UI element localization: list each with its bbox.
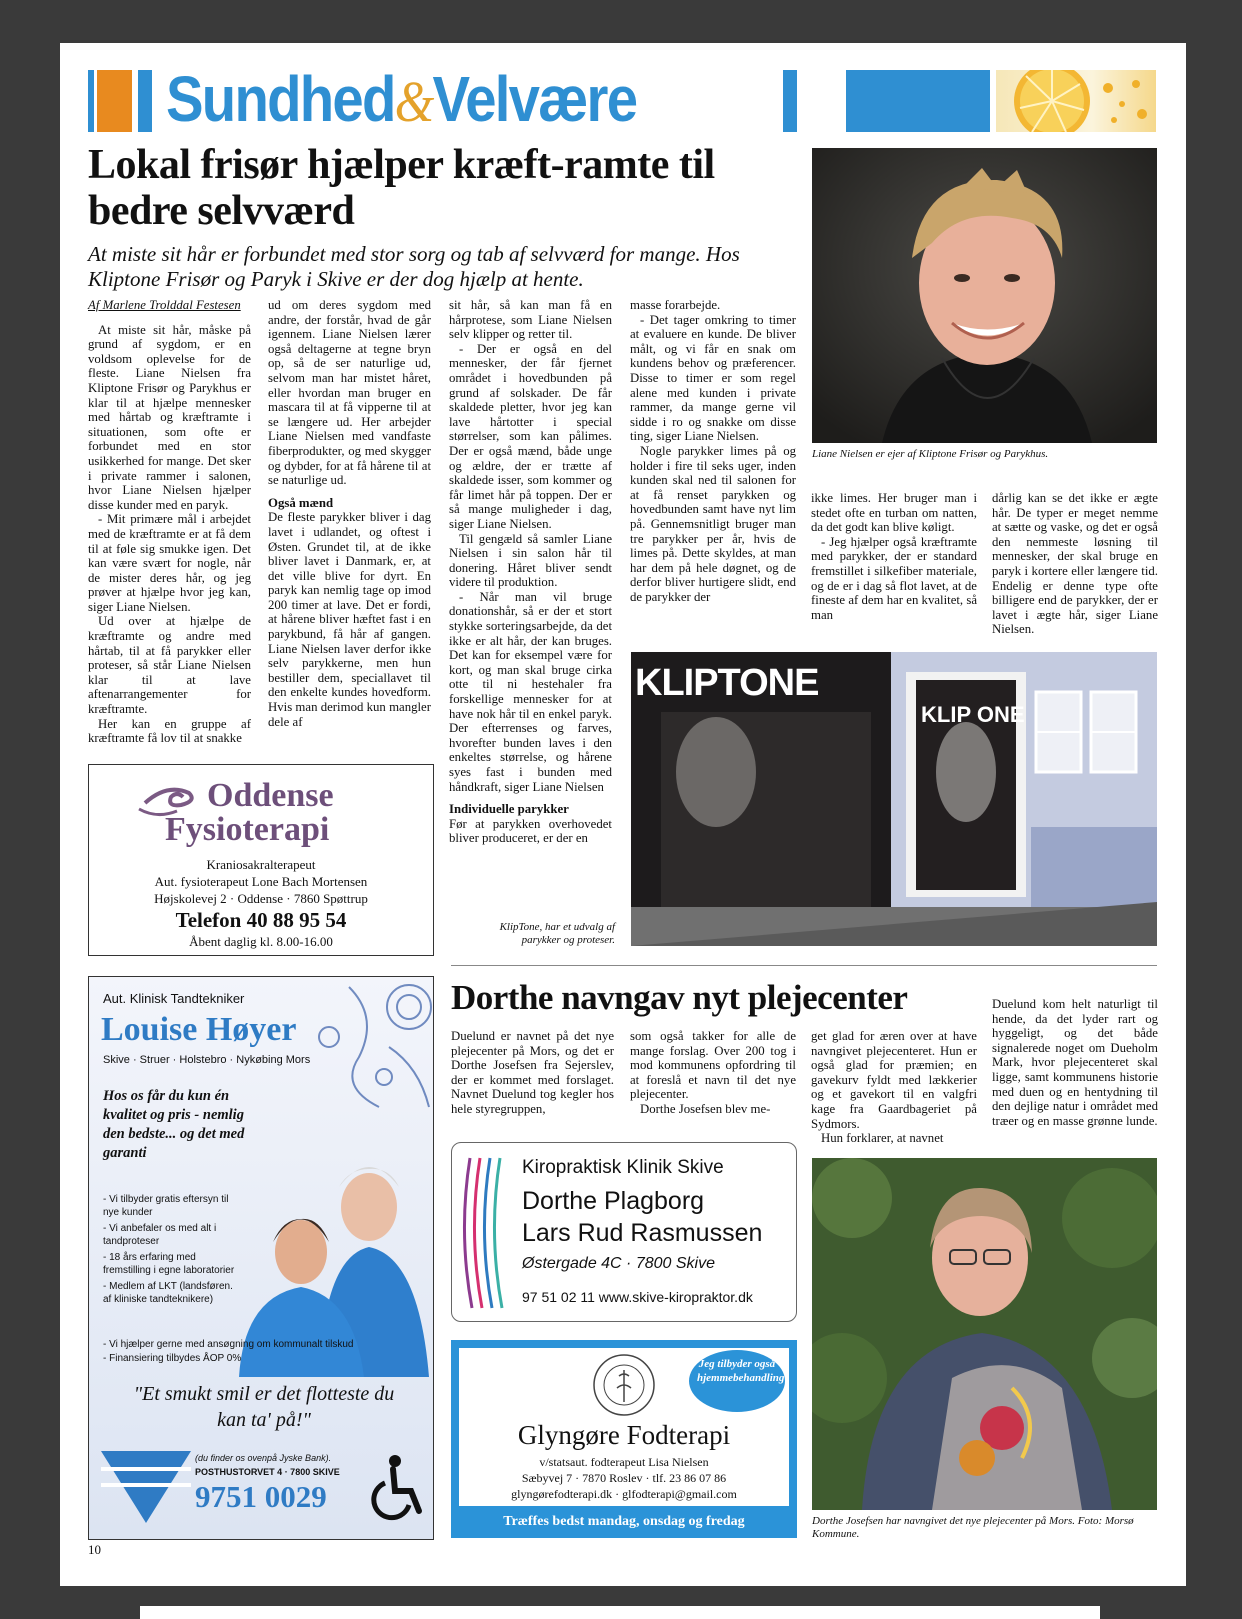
spine-logo-icon [462, 1153, 510, 1313]
article-deck: At miste sit hår er forbundet med stor sorg og tab af selvværd for mange. Hos Kliptone Frisør og Paryk i Skive er der dog hjælp at hente. [88, 242, 740, 291]
article2-headline: Dorthe navngav nyt plejecenter [451, 978, 908, 1017]
ad-phone: Telefon 40 88 95 54 [175, 908, 347, 932]
next-page-edge [140, 1606, 1100, 1619]
ad-text: glyngørefodterapi.dk · glfodterapi@gmail.com [511, 1487, 737, 1501]
paragraph: Til gengæld så samler Liane Nielsen i sin salon hår til donering. Håret bliver sendt videre til produktion. [449, 531, 612, 590]
header-orange-block [97, 70, 132, 132]
paragraph: De fleste parykker bliver i dag lavet i udlandet, og oftest i Østen. Grundet til, at de ikke bliver lavet i Danmark, er, at det ville blive for dyrt. En paryk kan nemlig tage op imod 200 timer at lave. Det er fordi, at hårene bliver hæftet fast i en parykbund, få hår af gangen. Liane Nielsen laver derfor ikke selv parykkerne, men hun bestiller dem, speciallavet til den enkelte kundes hovedform. Hvis man derimod kun mangler dele af [268, 510, 431, 729]
header-blue-block [138, 70, 152, 132]
photo-caption: Dorthe Josefsen har navngivet det nye plejecenter på Mors. Foto: Morsø Kommune. [812, 1515, 1134, 1540]
paragraph: dårlig kan se det ikke er ægte hår. De typer er meget nemme at sætte og vaske, og det er også den nemmeste løsning til mennesker, der skal bruge en paryk i kortere eller længere tid. Endelig er denne type ofte billigere end de parykker, der er lavet i ægte hår, siger Liane Nielsen. [992, 491, 1158, 637]
ad-text: Skive · Struer · Holstebro · Nykøbing Mors [103, 1054, 311, 1066]
floral-pattern-icon [289, 977, 433, 1117]
ad-text: Åbent daglig kl. 8.00-16.00 [189, 934, 333, 949]
bullet-item: - 18 års erfaring med fremstilling i egne laboratorier [103, 1252, 235, 1276]
article-column-2 [268, 298, 431, 729]
ad-text: Sæbyvej 7 · 7870 Roslev · tlf. 23 86 07 86 [521, 1471, 727, 1485]
ad-text: Aut. fysioterapeut Lone Bach Mortensen [154, 874, 368, 889]
photo-caption: Liane Nielsen er ejer af Kliptone Frisør og Parykhus. [812, 448, 1049, 460]
article-column-1 [88, 298, 251, 746]
paragraph: - Der er også en del mennesker, der får fjernet området i hovedbunden på grund af solskader. De får skaldede pletter, hvor jeg kan lave hårtotter i special størrelser, som kan pålimes. Der er også mænd, både unge og ældre, der er trætte af skaldede isser, som kommer og får limet hår på toppen. Der er så mange muligheder i dag, siger Liane Nielsen. [449, 341, 612, 531]
kiropraktisk-klinik-ad [451, 1142, 797, 1322]
paragraph: At miste sit hår, måske på grund af sygdom, er en voldsom oplevelse for de fleste. Liane Nielsen fra Kliptone Frisør og Parykhus er klar til at hjælpe mennesker med hårtab og kræftramte i situationen, som ofte er forbundet med en stor usikkerhed for mange. Det sker i private rammer i salonen, hvor Liane Nielsen hjælper disse kunder med en paryk. [88, 322, 251, 512]
bullet-item: - Medlem af LKT (landsføren. af kliniske tandteknikere) [103, 1281, 233, 1305]
paragraph: - Når man vil bruge donationshår, så er der et stort stykke sorteringsarbejde, da det ikke er alt hår, der kan bruges. Det kan for eksempel være for kort, og man skal bruge cirka otte til ni hestehaler fra forskellige mennesker for at have nok hår til en enkel paryk. Der efterrenses og farves, hvorefter bunden laves i den enkeltes størrelse, og hårene syes fast i bunden med håndkraft, siger Liane Nielsen [449, 589, 612, 794]
ad-text: POSTHUSTORVET 4 · 7800 SKIVE [195, 1467, 340, 1477]
paragraph: Dorthe Josefsen blev me- [640, 1101, 771, 1116]
article2-column-1 [451, 1029, 614, 1117]
paragraph: Her kan en gruppe af kræftramte få lov til at snakke [88, 716, 251, 746]
woman-with-gift-basket-icon [812, 1158, 1157, 1510]
article-column-4 [630, 298, 796, 604]
ad-name-line-1: Oddense [207, 777, 334, 814]
paragraph: - Jeg hjælper også kræftramte med parykker, der er standard fremstillet i silkefiber materiale, og de er i dag så flot lavet, at de fineste af dem har en kvalitet, så man [811, 534, 977, 622]
ad-title: Kiropraktisk Klinik Skive [522, 1157, 724, 1178]
ad-text: Kraniosakralterapeut [206, 857, 316, 872]
wheelchair-icon [371, 1453, 427, 1523]
article-column-3 [449, 298, 612, 846]
shop-sign-text: KLIPTONE [635, 662, 819, 704]
ad-text: v/statsaut. fodterapeut Lisa Nielsen [539, 1455, 709, 1469]
dorthe-photo [812, 1158, 1157, 1510]
ad-phone: 9751 0029 [195, 1479, 327, 1514]
window-sign-text: KLIP ONE [921, 702, 1025, 727]
shop-photo [631, 652, 1157, 946]
paragraph: masse forarbejde. [630, 298, 721, 312]
ad-footer: Træffes bedst mandag, onsdag og fredag [503, 1514, 745, 1529]
page-number: 10 [88, 1542, 101, 1557]
bullet-item: - Vi hjælper gerne med ansøgning om kommunalt tilskud [103, 1339, 354, 1350]
ad-text: (du finder os ovenpå Jyske Bank). [195, 1453, 332, 1463]
oddense-fysioterapi-ad [88, 764, 434, 956]
louise-hoyer-ad [88, 976, 434, 1540]
article-column-5 [811, 491, 977, 622]
paragraph: Ud over at hjælpe de kræftramte og andre med hårtab, til at få parykker eller proteser, så står Liane Nielsen klar til at lave aftenarrangementer for kræftramte. [88, 614, 251, 717]
ad-name: Louise Høyer [101, 1011, 297, 1048]
bullet-item: - Finansiering tilbydes ÅOP 0% [103, 1353, 242, 1364]
section-title: Sundhed&Velvære [166, 63, 637, 135]
triangle-logo-icon [101, 1447, 191, 1525]
byline: Af Marlene Trolddal Festesen [88, 298, 241, 312]
ad-name: Dorthe Plagborg [522, 1187, 705, 1215]
paragraph: Før at parykken overhovedet bliver produceret, er der en [449, 816, 612, 846]
article-headline: Lokal frisør hjælper kræft-ramte til bedre selvværd [88, 142, 715, 234]
paragraph: - Det tager omkring to timer at evaluere en kunde. De bliver målt, og vi får en snak om kundens behov og præferencer. Disse to timer er som regel alene med kunden i private rammer, da mange gerne vil sidde i ro og snakke om disse ting, siger Liane Nielsen. [630, 312, 796, 444]
article2-column-2 [630, 1029, 796, 1117]
paragraph: - Mit primære mål i arbejdet med de kræftramte er at få dem til at føle sig smukke igen. Det kan være svært for nogle, når de mister deres hår, og jeg prøver at hjælpe hvor jeg kan, siger Liane Nielsen. [88, 512, 251, 614]
paragraph: Hun forklarer, at navnet [821, 1131, 944, 1146]
paragraph: som også takker for alle de mange forslag. Over 200 tog i mod kommunens opfordring til at foreslå et navn til det nye plejecenter. [630, 1029, 796, 1102]
ad-contact: 97 51 02 11 www.skive-kiropraktor.dk [522, 1289, 753, 1305]
section-divider [451, 965, 1157, 966]
photo-caption: KlipTone, har et udvalg af parykker og proteser. [499, 921, 615, 946]
bullet-item: - Vi anbefaler os med alt i tandproteser [103, 1223, 217, 1247]
orange-slice-icon [996, 70, 1156, 132]
header-blue-block [846, 70, 990, 132]
subheading: Individuelle parykker [449, 802, 569, 817]
paragraph: sit hår, så kan man få en hårprotese, som Liane Nielsen selv klipper og retter til. [449, 298, 612, 342]
paragraph: ikke limes. Her bruger man i stedet ofte en turban om natten, da det godt kan blive køligt. [811, 491, 977, 535]
paragraph: get glad for æren over at have navngivet plejecenteret. Hun er også glad for præmien; en gavekurv fyldt med lækkerier og et gavekort til en valgfri kage fra Gaardbageriet på Sydmors. [811, 1029, 977, 1131]
ad-quote: "Et smukt smil er det flotteste du kan ta' på!" [133, 1383, 395, 1431]
ad-bullets [103, 1193, 243, 1309]
paragraph: ud om deres sygdom med andre, der forstår, hvad de går igennem. Liane Nielsen lærer også deltagerne at tegne bryn op, så de ser naturlige ud, selvom man har mistet håret, eller hvordan man bruger en mascara til at få vipperne til at se længere ud. Her arbejder Liane Nielsen med vandfaste fiberprodukter, og med skygger og dybder, for at få hårene til at se naturlige ud. [268, 298, 431, 488]
paragraph: Duelund er navnet på det nye plejecenter på Mors, og det er Dorthe Josefsen fra Sejerslev, der er kommet med forslaget. Navnet Duelund tog kegler hos hele styregruppen, [451, 1029, 614, 1116]
ad-name: Lars Rud Rasmussen [522, 1219, 763, 1247]
article-column-6 [992, 491, 1158, 637]
paragraph: Duelund kom helt naturligt til hende, da det lyder rart og hyggeligt, og det både signalerede noget om Dueholm Mark, hvor plejecenteret skal ligge, samt kommunens historie med duen og en hentydning til den dejlige natur i området med træer og en masse grønne lunde. [992, 997, 1158, 1128]
portrait-photo [812, 148, 1157, 443]
ad-text: Højskolevej 2 · Oddense · 7860 Spøttrup [154, 891, 368, 906]
article2-column-3 [811, 1029, 977, 1146]
statsautoriseret-seal-icon [591, 1352, 657, 1418]
subheading: Også mænd [268, 495, 334, 510]
woman-portrait-icon [812, 148, 1157, 443]
ad-text: Østergade 4C · 7800 Skive [522, 1255, 715, 1272]
ad-text: Aut. Klinisk Tandtekniker [103, 991, 245, 1006]
header-orange-block [88, 70, 94, 132]
glyngore-fodterapi-ad [451, 1340, 797, 1538]
article2-column-4 [992, 997, 1158, 1128]
ad-slogan: Hos os får du kun én kvalitet og pris - nemlig den bedste... og det med garanti [103, 1088, 245, 1161]
header-orange-image [996, 70, 1156, 132]
bullet-item: - Vi tilbyder gratis eftersyn til nye kunder [103, 1194, 229, 1218]
ad-bullets-wide [103, 1338, 423, 1366]
ad-name-line-2: Fysioterapi [165, 811, 330, 848]
ad-badge-text: Jeg tilbyder også hjemmebehandling [697, 1358, 785, 1384]
paragraph: Nogle parykker limes på og holder i fire til seks uger, inden kunden skal ned til salonen for at få renset parykken og hovedbunden samt have nyt lim på. Gennemsnitligt bruger man tre parykker per år, hvis de limes på. Dette skyldes, at man har dem på hele døgnet, og de derfor bliver hurtigere slidt, end de parykker der [630, 443, 796, 604]
header-blue-block [783, 70, 797, 132]
ad-name: Glyngøre Fodterapi [517, 1420, 731, 1450]
